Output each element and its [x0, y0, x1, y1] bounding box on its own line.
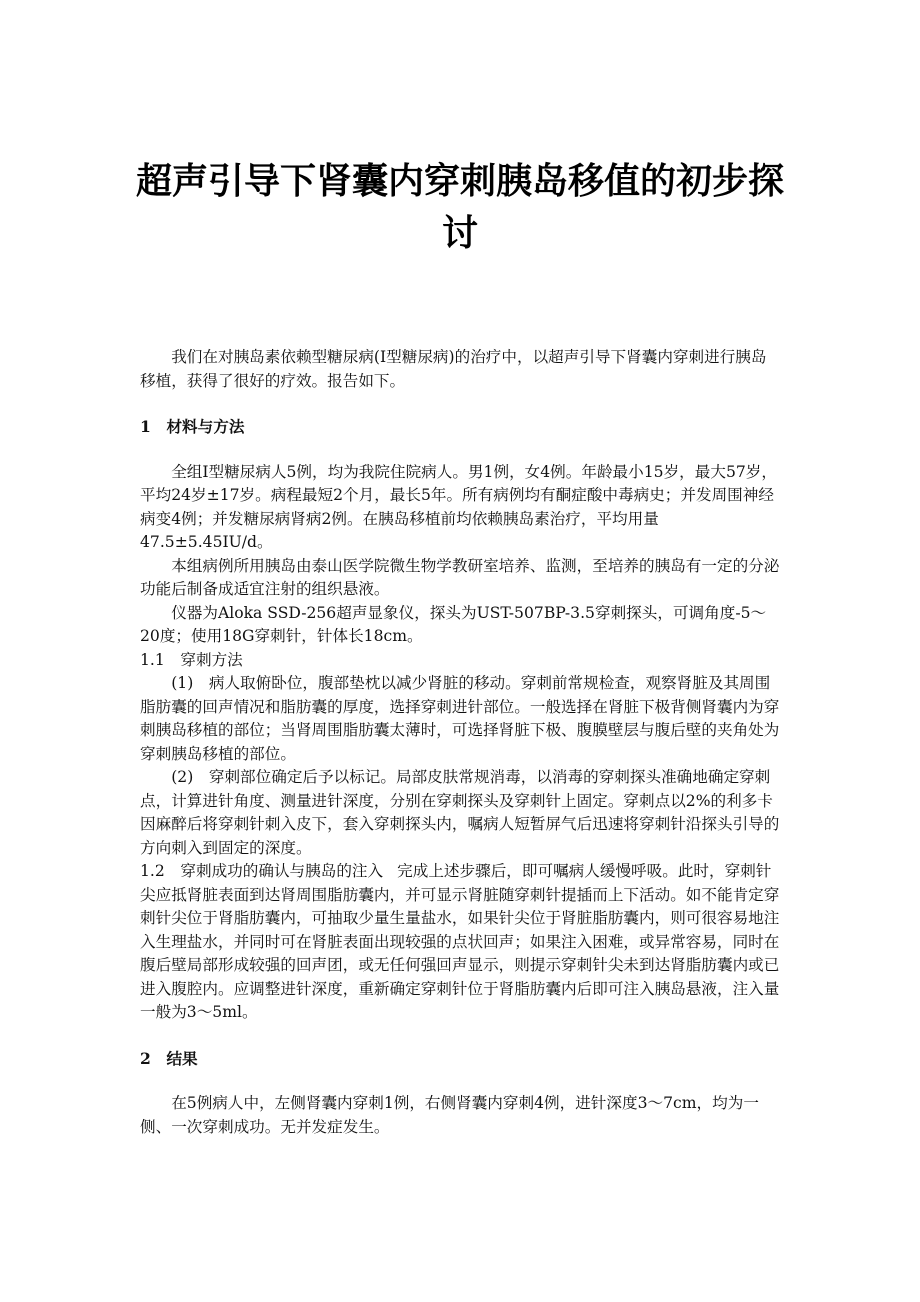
subsection-1-1-item: (1) 病人取俯卧位，腹部垫枕以减少肾脏的移动。穿刺前常规检查，观察肾脏及其周围脂肪囊的回声情况和脂肪囊的厚度，选择穿刺进针部位。一般选择在肾脏下极背侧肾囊内为穿刺胰岛移植的部位；当肾周围脂肪囊太薄时，可选择肾脏下极、腹膜壁层与腹后壁的夹角处为穿刺胰岛移植的部位。: [140, 674, 780, 763]
section-1-paragraph: 本组病例所用胰岛由泰山医学院微生物学教研室培养、监测，至培养的胰岛有一定的分泌功能后制备成适宜注射的组织悬液。: [140, 556, 780, 598]
intro-paragraph: 我们在对胰岛素依赖型糖尿病(I型糖尿病)的治疗中，以超声引导下肾囊内穿刺进行胰岛移植，获得了很好的疗效。报告如下。: [140, 348, 767, 390]
subsection-1-1-heading: 1.1 穿刺方法: [140, 650, 243, 669]
subsection-1-2-text: 完成上述步骤后，即可嘱病人缓慢呼吸。此时，穿刺针尖应抵肾脏表面到达肾周围脂肪囊内，并可显示肾脏随穿刺针提插而上下活动。如不能肯定穿刺针尖位于肾脂肪囊内，可抽取少量生量盐水，如果针尖位于肾脏脂肪囊内，则可很容易地注入生理盐水，并同时可在肾脏表面出现较强的点状回声；如果注入困难，或异常容易，同时在腹后壁局部形成较强的回声团，或无任何强回声显示，则提示穿刺针尖未到达肾脂肪囊内或已进入腹腔内。应调整进针深度，重新确定穿刺针位于肾脂肪囊内后即可注入胰岛悬液，注入量一般为3～5ml。: [140, 862, 780, 1021]
section-1-paragraph: 全组I型糖尿病人5例，均为我院住院病人。男1例，女4例。年龄最小15岁，最大57岁，平均24岁±17岁。病程最短2个月，最长5年。所有病例均有酮症酸中毒病史；并发周围神经病变4例；并发糖尿病肾病2例。在胰岛移植前均依赖胰岛素治疗，平均用量47.5±5.45IU/d。: [140, 462, 777, 551]
section-1-paragraph: 仪器为Aloka SSD-256超声显象仪，探头为UST-507BP-3.5穿刺探头，可调角度-5～20度；使用18G穿刺针，针体长18cm。: [140, 603, 767, 645]
document-body: [140, 346, 780, 1139]
subsection-1-1-item: (2) 穿刺部位确定后予以标记。局部皮肤常规消毒，以消毒的穿刺探头准确地确定穿刺点，计算进针角度、测量进针深度，分别在穿刺探头及穿刺针上固定。穿刺点以2%的利多卡因麻醉后将穿刺针刺入皮下，套入穿刺探头内，嘱病人短暂屏气后迅速将穿刺针沿探头引导的方向刺入到固定的深度。: [140, 768, 780, 857]
subsection-1-2: [140, 860, 780, 1025]
section-1-heading: 1 材料与方法: [140, 417, 245, 436]
subsection-1-2-heading: 1.2 穿刺成功的确认与胰岛的注入: [140, 862, 384, 880]
section-2-heading: 2 结果: [140, 1048, 198, 1068]
section-2-paragraph: 在5例病人中，左侧肾囊内穿刺1例，右侧肾囊内穿刺4例，进针深度3～7cm，均为一侧、一次穿刺成功。无并发症发生。: [140, 1094, 759, 1136]
document-title: 超声引导下肾囊内穿刺胰岛移值的初步探讨: [135, 160, 784, 254]
